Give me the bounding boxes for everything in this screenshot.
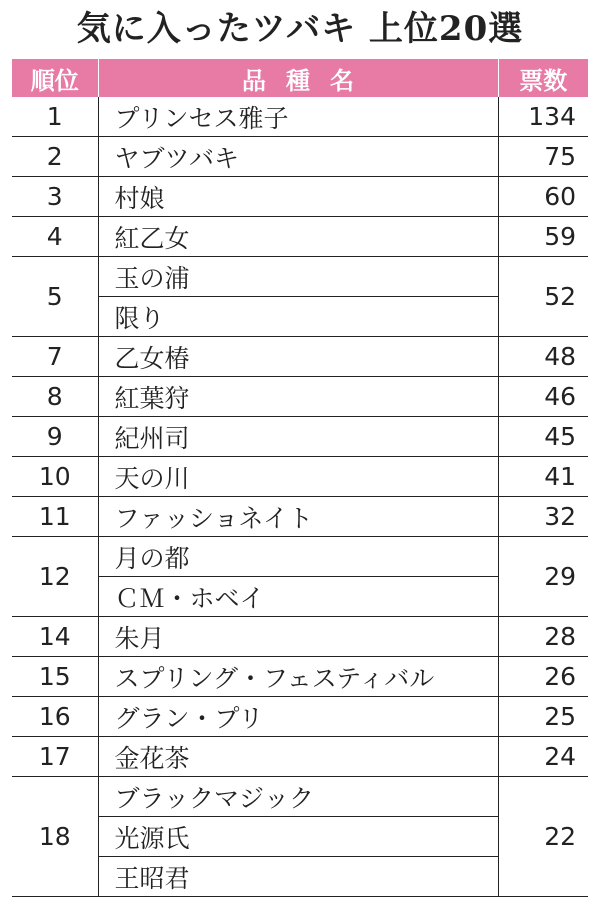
variety-name-cell: ヤブツバキ xyxy=(98,137,498,177)
variety-name-cell: グラン・プリ xyxy=(98,697,498,737)
votes-cell: 28 xyxy=(498,617,588,657)
variety-name-cell: 朱月 xyxy=(98,617,498,657)
table-row xyxy=(12,657,588,697)
rank-cell: 15 xyxy=(12,657,98,697)
rank-column-header: 順位 xyxy=(12,59,98,97)
votes-cell: 134 xyxy=(498,97,588,137)
variety-name-cell: 天の川 xyxy=(98,457,498,497)
votes-cell: 32 xyxy=(498,497,588,537)
variety-name-cell: 光源氏 xyxy=(98,817,498,857)
table-row xyxy=(12,417,588,457)
variety-column-header: 品種名 xyxy=(98,59,498,97)
votes-cell: 59 xyxy=(498,217,588,257)
table-row xyxy=(12,617,588,657)
ranking-table xyxy=(12,59,588,897)
rank-cell: 11 xyxy=(12,497,98,537)
variety-name-cell: 紅乙女 xyxy=(98,217,498,257)
table-row xyxy=(12,137,588,177)
votes-cell: 48 xyxy=(498,337,588,377)
table-row xyxy=(12,737,588,777)
rank-cell: 16 xyxy=(12,697,98,737)
votes-cell: 29 xyxy=(498,537,588,617)
table-row xyxy=(12,457,588,497)
table-body xyxy=(12,97,588,897)
votes-cell: 60 xyxy=(498,177,588,217)
table-row xyxy=(12,257,588,297)
variety-name-cell: 村娘 xyxy=(98,177,498,217)
table-row xyxy=(12,337,588,377)
rank-cell: 4 xyxy=(12,217,98,257)
votes-cell: 52 xyxy=(498,257,588,337)
page-title: 気に入ったツバキ 上位20選 xyxy=(76,9,524,49)
table-row xyxy=(12,697,588,737)
variety-name-cell: プリンセス雅子 xyxy=(98,97,498,137)
table-row xyxy=(12,177,588,217)
table-row xyxy=(12,217,588,257)
variety-name-cell: ＣＭ・ホベイ xyxy=(98,577,498,617)
votes-cell: 41 xyxy=(498,457,588,497)
rank-cell: 18 xyxy=(12,777,98,897)
variety-name-cell: ファッショネイト xyxy=(98,497,498,537)
table-row xyxy=(12,537,588,577)
rank-cell: 2 xyxy=(12,137,98,177)
votes-column-header: 票数 xyxy=(498,59,588,97)
variety-name-cell: 金花茶 xyxy=(98,737,498,777)
table-row xyxy=(12,97,588,137)
variety-name-cell: 限り xyxy=(98,297,498,337)
votes-cell: 45 xyxy=(498,417,588,457)
variety-name-cell: スプリング・フェスティバル xyxy=(98,657,498,697)
rank-cell: 14 xyxy=(12,617,98,657)
table-row xyxy=(12,497,588,537)
variety-name-cell: 紀州司 xyxy=(98,417,498,457)
table-header xyxy=(12,59,588,97)
votes-cell: 22 xyxy=(498,777,588,897)
rank-cell: 1 xyxy=(12,97,98,137)
rank-cell: 10 xyxy=(12,457,98,497)
rank-cell: 5 xyxy=(12,257,98,337)
table-row xyxy=(12,377,588,417)
variety-name-cell: 紅葉狩 xyxy=(98,377,498,417)
votes-cell: 25 xyxy=(498,697,588,737)
votes-cell: 46 xyxy=(498,377,588,417)
rank-cell: 8 xyxy=(12,377,98,417)
rank-cell: 7 xyxy=(12,337,98,377)
variety-name-cell: ブラックマジック xyxy=(98,777,498,817)
variety-name-cell: 乙女椿 xyxy=(98,337,498,377)
rank-cell: 12 xyxy=(12,537,98,617)
votes-cell: 75 xyxy=(498,137,588,177)
rank-cell: 9 xyxy=(12,417,98,457)
rank-cell: 17 xyxy=(12,737,98,777)
votes-cell: 26 xyxy=(498,657,588,697)
table-row xyxy=(12,777,588,817)
variety-name-cell: 王昭君 xyxy=(98,857,498,897)
header-row xyxy=(12,59,588,97)
variety-name-cell: 玉の浦 xyxy=(98,257,498,297)
variety-name-cell: 月の都 xyxy=(98,537,498,577)
rank-cell: 3 xyxy=(12,177,98,217)
votes-cell: 24 xyxy=(498,737,588,777)
